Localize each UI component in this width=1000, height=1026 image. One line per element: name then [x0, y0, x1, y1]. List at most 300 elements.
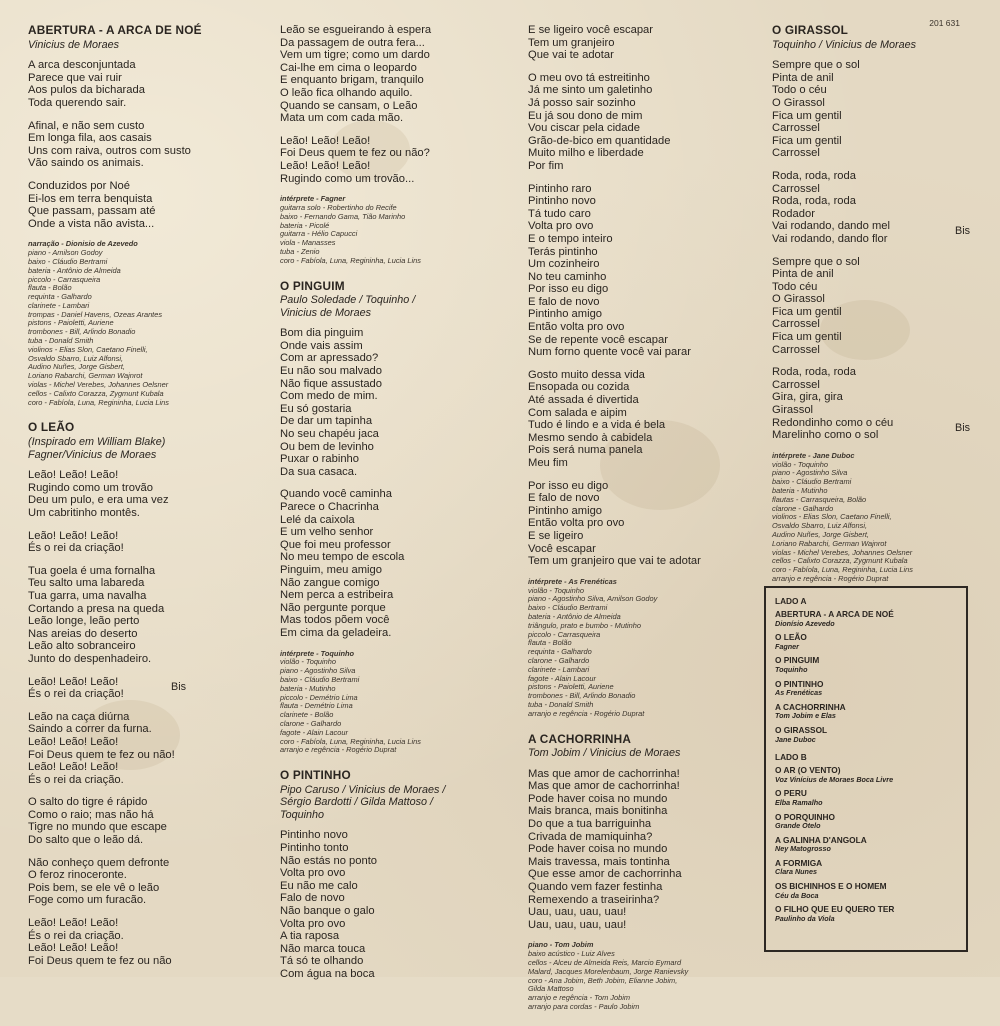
- song-title: O PINTINHO: [280, 768, 351, 783]
- lyric-line: E um velho senhor: [280, 526, 374, 539]
- lyric-line: E falo de novo: [528, 295, 600, 308]
- lyric-line: Que vai te adotar: [528, 49, 614, 62]
- lyric-line: Volta pro ovo: [528, 220, 594, 233]
- lyric-line: Mesmo sendo à cabidela: [528, 431, 653, 444]
- song-credit: [28, 436, 258, 461]
- performer-line: violão - Toquinho: [280, 657, 337, 667]
- lyric-line: Não zangue comigo: [280, 576, 380, 589]
- track-title: O GIRASSOL: [775, 724, 828, 735]
- lyric-line: Eu só gostaria: [280, 402, 352, 415]
- lyric-line: És o rei da criação.: [28, 929, 124, 942]
- lyric-line: Leão longe, leão perto: [28, 615, 140, 628]
- lyric-line: Fica um gentil: [772, 305, 842, 318]
- lyric-line: Carrossel: [772, 122, 820, 135]
- lyric-line: És o rei da criação!: [28, 688, 124, 701]
- lyric-line: Mas todos põem você: [280, 614, 390, 627]
- track-title: A CACHORRINHA: [775, 701, 846, 712]
- performer-line: clarinete - Lambari: [28, 300, 90, 310]
- credit-line: Paulo Soledade / Toquinho /: [280, 294, 416, 307]
- tracklist-item: [775, 789, 960, 807]
- performer-line: baixo - Cláudio Bertrami: [528, 603, 608, 613]
- lyric-line: Que foi meu professor: [280, 538, 391, 551]
- performer-line: arranjo para cordas - Paulo Jobim: [528, 1001, 640, 1011]
- track-title: ABERTURA - A ARCA DE NOÉ: [775, 609, 894, 619]
- lyric-line: Rugindo como um trovão: [28, 481, 153, 494]
- song-credit: [280, 784, 508, 822]
- credit-line: Tom Jobim / Vinicius de Moraes: [528, 747, 681, 760]
- lyric-line: Leão! Leão! Leão!: [28, 761, 119, 774]
- performer-line: tuba - Donald Smith: [528, 699, 594, 709]
- lyric-line: Pintinho raro: [528, 182, 592, 195]
- lyric-stanza: [28, 469, 258, 519]
- credit-line: Vinicius de Moraes: [280, 306, 372, 319]
- lyrics-column-4: [772, 24, 984, 598]
- lyric-line: O Girassol: [772, 293, 825, 306]
- track-title: A GALINHA D'ANGOLA: [775, 834, 867, 845]
- performer-line: violão - Toquinho: [772, 459, 829, 469]
- lyric-line: Pode haver coisa no mundo: [528, 843, 668, 856]
- lyric-line: Num forno quente você vai parar: [528, 346, 691, 359]
- performer-line: guitarra - Hélio Capucci: [280, 229, 358, 239]
- credit-line: Toquinho / Vinicius de Moraes: [772, 38, 917, 51]
- lyric-line: Da sua casaca.: [280, 465, 358, 478]
- lyric-line: O salto do tigre é rápido: [28, 796, 148, 809]
- lyric-line: Pinta de anil: [772, 268, 834, 281]
- performer-line: requinta - Galhardo: [28, 292, 92, 302]
- performer-line: piccolo - Carrasqueira: [528, 629, 601, 639]
- performer-line: arranjo e regência - Tom Jobim: [528, 993, 631, 1003]
- credit-line: Fagner/Vinicius de Moraes: [28, 448, 157, 461]
- lyric-line: Marelinho como o sol: [772, 429, 879, 442]
- lyric-line: Em longa fila, aos casais: [28, 132, 152, 145]
- catalog-number: 201 631: [929, 18, 960, 28]
- lyric-line: Leão! Leão! Leão!: [280, 134, 371, 147]
- lyric-stanza: [528, 480, 756, 568]
- lyric-line: Tigre no mundo que escape: [28, 821, 167, 834]
- lyric-stanza: [28, 530, 258, 555]
- lyric-line: E se ligeiro: [528, 529, 584, 542]
- song-title: O LEÃO: [28, 420, 75, 435]
- performer-credits: [772, 452, 984, 584]
- track-artist: Fagner: [775, 641, 799, 651]
- performer-line: Audino Nuñes, Jorge Gisbert,: [772, 529, 869, 539]
- tracklist-item: [775, 610, 960, 628]
- track-title: O AR (O VENTO): [775, 765, 841, 776]
- lyric-line: Uau, uau, uau, uau!: [528, 906, 627, 919]
- lyric-line: Tem um granjeiro que vai te adotar: [528, 555, 701, 568]
- performer-line: clarinete - Lambari: [528, 664, 590, 674]
- lyric-stanza: [528, 72, 756, 173]
- performer-line: clarone - Galhardo: [280, 718, 342, 728]
- lyric-line: Mais travessa, mais tontinha: [528, 855, 670, 868]
- tracklist-box: [764, 586, 968, 952]
- lyric-line: Pintinho amigo: [528, 308, 603, 321]
- performer-line: Gilda Mattoso: [528, 984, 574, 994]
- lyric-line: Parece que vai ruir: [28, 71, 122, 84]
- credit-line: (Inspirado em William Blake): [28, 436, 166, 449]
- lyric-line: Não marca touca: [280, 942, 366, 955]
- lyric-stanza: [28, 917, 258, 967]
- lyric-line: Pois bem, se ele vê o leão: [28, 881, 160, 894]
- tracklist-item: [775, 633, 960, 651]
- lyric-line: Volta pro ovo: [280, 867, 346, 880]
- lyric-line: E enquanto brigam, tranquilo: [280, 74, 424, 87]
- lyric-line: No meu tempo de escola: [280, 551, 405, 564]
- lyric-line: Já posso sair sozinho: [528, 96, 636, 109]
- song-credit: [528, 747, 756, 760]
- lyric-line: Até assada é divertida: [528, 394, 639, 407]
- tracklist-item: [775, 680, 960, 698]
- lyric-line: Foi Deus quem te fez ou não?: [280, 147, 430, 160]
- side-a-list: [775, 610, 960, 744]
- performer-line: piano - Agostinho Silva, Amilson Godoy: [528, 594, 658, 604]
- performer-line: pistons - Paioletti, Auriene: [28, 318, 114, 328]
- lyric-line: Um cabritinho montês.: [28, 507, 140, 520]
- tracklist-item: [775, 766, 960, 784]
- lyric-line: Pintinho amigo: [528, 504, 603, 517]
- performer-line: clarone - Galhardo: [772, 503, 834, 513]
- lyric-line: Tua garra, uma navalha: [28, 589, 147, 602]
- performer-line: cellos - Alceu de Almeida Reis, Marcio Eymard: [528, 958, 682, 967]
- lyric-stanza: [772, 59, 984, 160]
- tracklist-item: [775, 726, 960, 744]
- lyric-line: Leão! Leão! Leão!: [28, 469, 119, 482]
- performer-line: piano - Agostinho Silva: [280, 666, 356, 676]
- performer-lead: narração - Dionisio de Azevedo: [28, 239, 138, 249]
- lyric-stanza: [28, 180, 258, 230]
- tracklist-item: [775, 656, 960, 674]
- lyric-line: Como o raio; mas não há: [28, 808, 154, 821]
- track-title: O PERU: [775, 788, 807, 799]
- lyric-line: Ei-los em terra benquista: [28, 192, 153, 205]
- lyric-stanza: [28, 711, 258, 787]
- track-title: O FILHO QUE EU QUERO TER: [775, 904, 895, 915]
- lyric-stanza: [528, 24, 756, 62]
- performer-line: fagote - Alain Lacour: [280, 727, 348, 737]
- lyric-line: O leão fica olhando aquilo.: [280, 86, 413, 99]
- lyric-line: Cortando a presa na queda: [28, 602, 165, 615]
- performer-line: clarone - Galhardo: [528, 655, 590, 665]
- performer-line: arranjo e regência - Rogério Duprat: [772, 573, 889, 583]
- track-title: O PINGUIM: [775, 655, 820, 666]
- lyric-stanza: [772, 170, 984, 246]
- lyric-line: Quando se cansam, o Leão: [280, 99, 418, 112]
- performer-line: piccolo - Demétrio Lima: [280, 692, 358, 702]
- track-title: O LEÃO: [775, 632, 807, 643]
- performer-line: baixo - Cláudio Bertrami: [772, 477, 852, 487]
- track-title: A FORMIGA: [775, 857, 823, 868]
- lyric-line: Pinguim, meu amigo: [280, 563, 382, 576]
- performer-line: trompas - Daniel Havens, Ozeas Arantes: [28, 309, 163, 319]
- lyric-line: Rugindo como um trovão...: [280, 172, 415, 185]
- lyric-stanza: [28, 796, 258, 846]
- performer-line: arranjo e regência - Rogério Duprat: [280, 745, 397, 755]
- lyric-line: Vou ciscar pela cidade: [528, 122, 640, 135]
- lyric-line: O meu ovo tá estreitinho: [528, 71, 650, 84]
- performer-line: baixo - Cláudio Bertrami: [280, 674, 360, 684]
- lyric-line: Girassol: [772, 404, 814, 417]
- lyric-line: Não fique assustado: [280, 377, 382, 390]
- lyric-line: Rodador: [772, 207, 815, 220]
- lyric-line: Você escapar: [528, 542, 596, 555]
- performer-line: Osvaldo Sbarro, Luiz Alfonsi,: [772, 521, 868, 531]
- lyric-line: No seu chapéu jaca: [280, 428, 379, 441]
- bis-marker: Bis: [171, 680, 186, 693]
- lyric-line: O Girassol: [772, 96, 825, 109]
- lyric-line: Nas areias do deserto: [28, 627, 138, 640]
- lyric-stanza: [28, 59, 258, 109]
- lyric-line: Carrossel: [772, 378, 820, 391]
- performer-line: flauta - Demétrio Lima: [280, 701, 353, 711]
- lyric-line: Grão-de-bico em quantidade: [528, 134, 671, 147]
- lyric-stanza: [528, 768, 756, 932]
- lyric-line: Aos pulos da bicharada: [28, 84, 145, 97]
- lyric-line: Onde a vista não avista...: [28, 217, 155, 230]
- lyric-line: Foge como um furacão.: [28, 894, 147, 907]
- lyric-line: Uau, uau, uau, uau!: [528, 918, 627, 931]
- credit-line: Sérgio Bardotti / Gilda Mattoso /: [280, 796, 434, 809]
- track-artist: Ney Matogrosso: [775, 844, 831, 854]
- lyric-line: Com medo de mim.: [280, 390, 378, 403]
- performer-line: bateria - Picolé: [280, 220, 330, 230]
- performer-line: requinta - Galhardo: [528, 647, 592, 657]
- side-b-label: LADO B: [775, 752, 807, 763]
- lyric-line: Mata um com cada mão.: [280, 112, 404, 125]
- lyric-line: Não pergunte porque: [280, 601, 386, 614]
- lyric-line: Tá tudo caro: [528, 207, 591, 220]
- lyric-line: Remexendo a traseirinha?: [528, 893, 660, 906]
- performer-line: piano - Agostinho Silva: [772, 468, 848, 478]
- performer-line: bateria - Mutinho: [772, 486, 828, 495]
- lyric-line: O feroz rinoceronte.: [28, 869, 127, 882]
- track-title: O PORQUINHO: [775, 811, 835, 822]
- lyric-line: Todo o céu: [772, 84, 827, 97]
- lyric-line: Roda, roda, roda: [772, 169, 856, 182]
- lyric-line: Mais branca, mais bonitinha: [528, 805, 668, 818]
- performer-line: bateria - Antônio de Almeida: [528, 611, 621, 621]
- lyric-line: Leão! Leão! Leão!: [28, 675, 119, 688]
- lyric-line: Roda, roda, roda: [772, 366, 856, 379]
- side-b-list: [775, 766, 960, 923]
- song-title: O GIRASSOL: [772, 23, 849, 37]
- tracklist-item: [775, 859, 960, 877]
- lyric-stanza: [28, 120, 258, 170]
- lyric-line: Tua goela é uma fornalha: [28, 564, 156, 577]
- lyric-stanza: [28, 857, 258, 907]
- performer-line: bateria - Mutinho: [280, 683, 336, 693]
- lyric-line: Pintinho novo: [528, 195, 596, 208]
- credit-line: Toquinho: [280, 808, 325, 821]
- performer-line: coro - Fabíola, Luna, Regininha, Lucia Lins: [280, 736, 421, 746]
- song-title: O PINGUIM: [280, 278, 345, 293]
- lyric-line: Do salto que o leão dá.: [28, 834, 144, 847]
- lyric-line: Teu salto uma labareda: [28, 577, 145, 590]
- song-credit: [772, 39, 984, 52]
- lyric-stanza: [28, 565, 258, 666]
- lyric-line: Vai rodando, dando mel: [772, 220, 890, 233]
- lyric-line: Que passam, passam até: [28, 205, 156, 218]
- track-artist: Grande Otelo: [775, 821, 821, 831]
- credit-line: Pipo Caruso / Vinicius de Moraes /: [280, 783, 446, 796]
- performer-line: violinos - Elias Slon, Caetano Finelli,: [772, 512, 892, 522]
- tracklist-item: [775, 836, 960, 854]
- lyric-line: Vem um tigre; como um dardo: [280, 49, 430, 62]
- performer-line: Audino Nuñes, Jorge Gisbert,: [28, 362, 125, 372]
- lyric-line: Leão alto sobranceiro: [28, 640, 136, 653]
- lyric-line: Não estás no ponto: [280, 854, 378, 867]
- lyric-line: Tem um granjeiro: [528, 36, 615, 49]
- lyric-line: Tudo é lindo e a vida é bela: [528, 419, 666, 432]
- lyric-line: Mas que amor de cachorrinha!: [528, 767, 680, 780]
- track-artist: Clara Nunes: [775, 867, 817, 877]
- lyric-line: Carrossel: [772, 318, 820, 331]
- tracklist-item: [775, 882, 960, 900]
- track-artist: Céu da Boca: [775, 890, 819, 900]
- lyric-line: Terás pintinho: [528, 245, 598, 258]
- performer-line: flauta - Bolão: [528, 638, 572, 648]
- lyric-line: Bom dia pinguim: [280, 327, 364, 340]
- performer-credits: [528, 578, 756, 719]
- lyric-line: Sempre que o sol: [772, 59, 860, 72]
- performer-line: piano - Amilson Godoy: [28, 248, 103, 258]
- performer-line: baixo acústico - Luiz Alves: [528, 949, 615, 959]
- performer-lead: intérprete - Toquinho: [280, 648, 355, 658]
- lyric-line: A arca desconjuntada: [28, 59, 136, 72]
- lyric-line: Ou bem de levinho: [280, 440, 374, 453]
- lyric-line: Lelé da caixola: [280, 513, 355, 526]
- song-credit: [280, 294, 508, 319]
- track-title: OS BICHINHOS E O HOMEM: [775, 881, 887, 892]
- track-artist: Jane Duboc: [775, 734, 816, 744]
- lyric-line: Leão! Leão! Leão!: [28, 735, 119, 748]
- lyric-line: Se de repente você escapar: [528, 333, 668, 346]
- lyric-line: Gira, gira, gira: [772, 391, 843, 404]
- track-artist: Tom Jobim e Elas: [775, 711, 836, 721]
- bis-marker: Bis: [955, 421, 970, 434]
- performer-line: flauta - Bolão: [28, 283, 72, 293]
- performer-line: coro - Fabíola, Luna, Regininha, Lucia Lins: [772, 565, 913, 575]
- lyric-line: Junto do despenhadeiro.: [28, 652, 152, 665]
- performer-line: baixo - Cláudio Bertrami: [28, 256, 108, 266]
- performer-line: bateria - Antônio de Almeida: [28, 265, 121, 275]
- performer-line: viola - Manasses: [280, 238, 336, 248]
- lyric-line: Uns com raiva, outros com susto: [28, 144, 191, 157]
- lyric-line: Eu não sou malvado: [280, 365, 382, 378]
- song-credit: [28, 39, 258, 52]
- lyric-line: A tia raposa: [280, 930, 340, 943]
- credit-line: Vinicius de Moraes: [28, 38, 120, 51]
- performer-line: cellos - Calixto Corazza, Zygmunt Kubala: [772, 556, 908, 566]
- lyric-line: Parece o Chacrinha: [280, 501, 379, 513]
- performer-line: Osvaldo Sbarro, Luiz Alfonsi,: [28, 353, 124, 363]
- lyric-line: Mas que amor de cachorrinha!: [528, 780, 680, 793]
- lyric-stanza: [280, 829, 508, 980]
- tracklist-item: [775, 905, 960, 923]
- lyric-line: Leão na caça diúrna: [28, 710, 130, 723]
- track-artist: Elba Ramalho: [775, 797, 823, 807]
- performer-lead: intérprete - Fagner: [280, 194, 346, 204]
- track-artist: Toquinho: [775, 664, 808, 674]
- performer-line: flautas - Carrasqueira, Bolão: [772, 494, 867, 504]
- lyric-line: Puxar o rabinho: [280, 453, 359, 466]
- performer-line: baixo - Fernando Gama, Tião Marinho: [280, 211, 406, 221]
- performer-line: fagote - Alain Lacour: [528, 673, 596, 683]
- lyric-line: Leão! Leão! Leão!: [28, 917, 119, 930]
- lyric-line: No teu caminho: [528, 270, 607, 283]
- lyric-line: Vão saindo os animais.: [28, 157, 144, 170]
- tracklist-item: [775, 813, 960, 831]
- lyric-line: E o tempo inteiro: [528, 232, 613, 245]
- lyric-line: Com salada e aipim: [528, 406, 627, 419]
- lyric-line: Crivada de mamiquinha?: [528, 830, 653, 843]
- lyric-line: E falo de novo: [528, 492, 600, 505]
- lyric-line: Redondinho como o céu: [772, 416, 894, 429]
- lyric-line: Por isso eu digo: [528, 479, 609, 492]
- lyric-line: Pintinho tonto: [280, 842, 349, 855]
- performer-line: violas - Michel Verebes, Johannes Oelsner: [28, 380, 169, 390]
- performer-line: coro - Fabíola, Luna, Regininha, Lucia Lins: [28, 397, 169, 407]
- lyric-stanza: [280, 135, 508, 185]
- lyric-line: Conduzidos por Noé: [28, 179, 130, 192]
- lyric-line: Sempre que o sol: [772, 255, 860, 268]
- performer-line: coro - Ana Jobim, Beth Jobim, Elianne Jobim,: [528, 975, 678, 985]
- lyric-line: Quando vem fazer festinha: [528, 881, 663, 894]
- lyric-stanza: [772, 366, 984, 442]
- lyric-line: Saindo a correr da furna.: [28, 723, 152, 736]
- track-artist: Dionísio Azevedo: [775, 618, 835, 628]
- lyric-line: Fica um gentil: [772, 134, 842, 147]
- performer-line: guitarra solo - Robertinho do Recife: [280, 202, 397, 212]
- lyric-line: Meu fim: [528, 457, 568, 469]
- performer-line: violas - Michel Verebes, Johannes Oelsner: [772, 547, 913, 557]
- performer-credits: [280, 650, 508, 756]
- lyric-line: Leão! Leão! Leão!: [280, 159, 371, 172]
- performer-line: cellos - Calixto Corazza, Zygmunt Kubala: [28, 388, 164, 398]
- performer-credits: [280, 195, 508, 265]
- lyric-line: Da passagem de outra fera...: [280, 36, 425, 49]
- lyric-line: Quando você caminha: [280, 488, 392, 501]
- lyrics-column-1: [28, 24, 258, 977]
- lyric-line: Um cozinheiro: [528, 258, 600, 271]
- lyric-line: Em cima da geladeira.: [280, 626, 392, 639]
- lyric-line: Carrossel: [772, 343, 820, 356]
- lyric-stanza: [772, 256, 984, 357]
- performer-line: tuba - Donald Smith: [28, 336, 94, 346]
- lyric-stanza: [280, 24, 508, 125]
- performer-lead: piano - Tom Jobim: [528, 940, 594, 950]
- tracklist-item: [775, 703, 960, 721]
- performer-line: pistons - Paioletti, Auriene: [528, 682, 614, 692]
- performer-line: arranjo e regência - Rogério Duprat: [528, 708, 645, 718]
- lyric-line: Volta pro ovo: [280, 917, 346, 930]
- performer-line: piccolo - Carrasqueira: [28, 274, 101, 284]
- lyric-line: És o rei da criação.: [28, 773, 124, 786]
- lyric-stanza: [528, 183, 756, 359]
- lyrics-column-3: [528, 24, 756, 1026]
- performer-line: triângulo, prato e bumbo - Mutinho: [528, 620, 641, 630]
- performer-line: Malard, Jacques Morelenbaum, Jorge Ranievsky: [528, 966, 689, 976]
- lyric-line: Leão se esgueirando à espera: [280, 24, 432, 36]
- song-title: ABERTURA - A ARCA DE NOÉ: [28, 23, 202, 37]
- performer-line: violinos - Elias Slon, Caetano Finelli,: [28, 344, 148, 354]
- lyric-line: Vai rodando, dando flor: [772, 232, 888, 245]
- lyric-line: Por isso eu digo: [528, 283, 609, 296]
- track-artist: As Frenéticas: [775, 688, 823, 698]
- lyric-line: Leão! Leão! Leão!: [28, 942, 119, 955]
- lyric-line: Muito milho e liberdade: [528, 147, 644, 160]
- performer-line: clarinete - Bolão: [280, 710, 334, 720]
- lyric-stanza: [28, 676, 258, 701]
